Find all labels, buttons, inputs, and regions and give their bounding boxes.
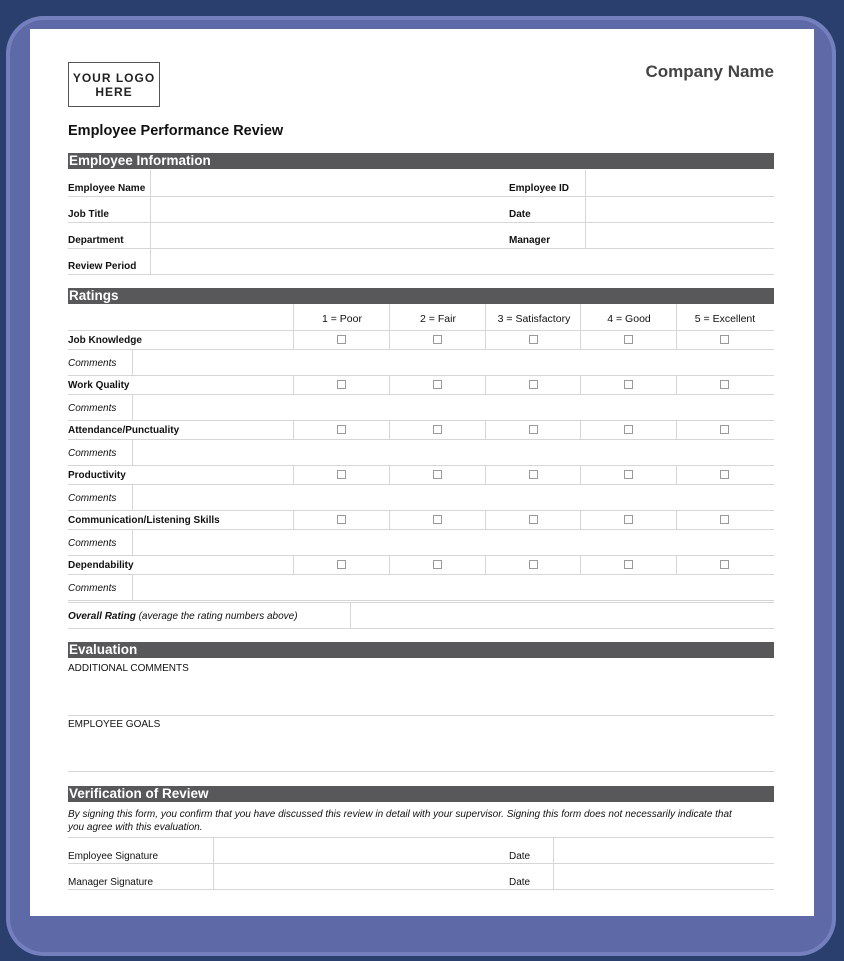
- comments-field[interactable]: [134, 485, 772, 509]
- employee-name-field[interactable]: [152, 172, 507, 195]
- section-header-evaluation: Evaluation: [68, 642, 774, 658]
- employee-signature-label: Employee Signature: [68, 851, 159, 862]
- row-divider: [68, 837, 774, 838]
- comments-label: Comments: [68, 538, 117, 549]
- manager-field[interactable]: [587, 224, 773, 247]
- rating-scale-header: 1 = Poor: [322, 313, 362, 325]
- rating-checkbox-4[interactable]: [624, 425, 633, 434]
- rating-checkbox-2[interactable]: [433, 425, 442, 434]
- review-period-label: Review Period: [68, 261, 137, 272]
- row-divider: [68, 555, 774, 556]
- comments-field[interactable]: [134, 395, 772, 419]
- divider: [585, 170, 586, 249]
- row-divider: [68, 628, 774, 629]
- rating-checkbox-1[interactable]: [337, 380, 346, 389]
- divider: [389, 420, 390, 439]
- logo-placeholder: [68, 62, 160, 107]
- divider: [293, 375, 294, 394]
- divider: [350, 602, 351, 628]
- rating-checkbox-4[interactable]: [624, 380, 633, 389]
- row-divider: [68, 510, 774, 511]
- row-divider: [68, 330, 774, 331]
- overall-rating-note: (average the rating numbers above): [135, 611, 298, 622]
- row-divider: [68, 771, 774, 772]
- rating-category-label: Work Quality: [68, 380, 130, 391]
- manager-signature-date-label: Date: [509, 877, 531, 888]
- divider: [293, 304, 294, 330]
- rating-checkbox-3[interactable]: [529, 425, 538, 434]
- rating-checkbox-3[interactable]: [529, 470, 538, 479]
- row-divider: [68, 196, 774, 197]
- divider: [132, 529, 133, 555]
- rating-checkbox-2[interactable]: [433, 470, 442, 479]
- verification-note: [68, 808, 774, 834]
- rating-checkbox-1[interactable]: [337, 335, 346, 344]
- divider: [580, 420, 581, 439]
- company-name: Company Name: [645, 62, 774, 81]
- divider: [485, 330, 486, 349]
- manager-label: Manager: [509, 235, 551, 246]
- divider: [580, 375, 581, 394]
- divider: [293, 555, 294, 574]
- manager-signature-date-field[interactable]: [555, 865, 773, 888]
- rating-checkbox-3[interactable]: [529, 515, 538, 524]
- divider: [132, 349, 133, 375]
- row-divider: [68, 465, 774, 466]
- comments-field[interactable]: [134, 575, 772, 599]
- divider: [580, 465, 581, 484]
- overall-rating-label: [68, 611, 298, 622]
- rating-checkbox-4[interactable]: [624, 335, 633, 344]
- rating-checkbox-5[interactable]: [720, 515, 729, 524]
- divider: [132, 484, 133, 510]
- row-divider: [68, 715, 774, 716]
- rating-checkbox-1[interactable]: [337, 470, 346, 479]
- rating-category-label: Attendance/Punctuality: [68, 425, 180, 436]
- comments-label: Comments: [68, 583, 117, 594]
- verification-note-line-2: you agree with this evaluation.: [68, 822, 203, 833]
- row-divider: [68, 600, 774, 601]
- rating-checkbox-2[interactable]: [433, 380, 442, 389]
- overall-rating-title: Overall Rating: [68, 611, 136, 622]
- verification-note-line-1: By signing this form, you confirm that you have discussed this review in detail with your supervisor. Signing this form does not necessarily indicate that: [68, 809, 732, 820]
- rating-scale-header: 5 = Excellent: [694, 313, 756, 325]
- rating-checkbox-1[interactable]: [337, 515, 346, 524]
- additional-comments-label: ADDITIONAL COMMENTS: [68, 663, 189, 674]
- divider: [293, 330, 294, 349]
- row-divider: [68, 602, 774, 603]
- section-header-verification: Verification of Review: [68, 786, 774, 802]
- divider: [389, 555, 390, 574]
- divider: [676, 510, 677, 529]
- comments-field[interactable]: [134, 440, 772, 464]
- rating-checkbox-4[interactable]: [624, 515, 633, 524]
- row-divider: [68, 274, 774, 275]
- employee-id-field[interactable]: [587, 172, 773, 195]
- rating-checkbox-5[interactable]: [720, 335, 729, 344]
- date-label: Date: [509, 209, 531, 220]
- divider: [676, 330, 677, 349]
- comments-label: Comments: [68, 493, 117, 504]
- divider: [485, 375, 486, 394]
- row-divider: [68, 863, 774, 864]
- divider: [293, 420, 294, 439]
- row-divider: [68, 222, 774, 223]
- divider: [580, 555, 581, 574]
- rating-checkbox-1[interactable]: [337, 560, 346, 569]
- divider: [389, 510, 390, 529]
- divider: [485, 304, 486, 330]
- employee-id-label: Employee ID: [509, 183, 570, 194]
- divider: [676, 420, 677, 439]
- employee-signature-field[interactable]: [215, 839, 505, 862]
- employee-goals-label: EMPLOYEE GOALS: [68, 719, 161, 730]
- divider: [676, 465, 677, 484]
- review-period-field[interactable]: [152, 250, 772, 273]
- row-divider: [68, 248, 774, 249]
- divider: [293, 465, 294, 484]
- employee-signature-date-field[interactable]: [555, 839, 773, 862]
- rating-checkbox-2[interactable]: [433, 335, 442, 344]
- rating-checkbox-5[interactable]: [720, 380, 729, 389]
- document-title: Employee Performance Review: [68, 123, 284, 139]
- row-divider: [68, 889, 774, 890]
- department-label: Department: [68, 235, 124, 246]
- divider: [132, 439, 133, 465]
- divider: [132, 394, 133, 420]
- rating-checkbox-5[interactable]: [720, 425, 729, 434]
- rating-scale-header: 2 = Fair: [420, 313, 456, 325]
- rating-checkbox-5[interactable]: [720, 560, 729, 569]
- overall-rating-field[interactable]: [352, 604, 772, 627]
- divider: [580, 510, 581, 529]
- rating-checkbox-3[interactable]: [529, 335, 538, 344]
- employee-goals-field[interactable]: [68, 732, 774, 770]
- divider: [485, 465, 486, 484]
- rating-checkbox-2[interactable]: [433, 515, 442, 524]
- comments-label: Comments: [68, 403, 117, 414]
- rating-category-label: Dependability: [68, 560, 134, 571]
- rating-category-label: Productivity: [68, 470, 126, 481]
- job-title-label: Job Title: [68, 209, 109, 220]
- department-field[interactable]: [152, 224, 507, 247]
- comments-label: Comments: [68, 448, 117, 459]
- comments-field[interactable]: [134, 530, 772, 554]
- logo-line-1: YOUR LOGO: [72, 70, 156, 85]
- divider: [132, 574, 133, 600]
- manager-signature-field[interactable]: [215, 865, 505, 888]
- rating-checkbox-1[interactable]: [337, 425, 346, 434]
- comments-field[interactable]: [134, 350, 772, 374]
- job-title-field[interactable]: [152, 198, 507, 221]
- section-header-ratings: Ratings: [68, 288, 774, 304]
- rating-checkbox-3[interactable]: [529, 380, 538, 389]
- rating-checkbox-5[interactable]: [720, 470, 729, 479]
- additional-comments-field[interactable]: [68, 676, 774, 714]
- divider: [389, 304, 390, 330]
- logo-line-2: HERE: [95, 84, 133, 99]
- employee-signature-date-label: Date: [509, 851, 531, 862]
- divider: [676, 304, 677, 330]
- divider: [580, 330, 581, 349]
- date-field[interactable]: [587, 198, 773, 221]
- divider: [389, 375, 390, 394]
- form-page: [30, 29, 814, 916]
- rating-checkbox-4[interactable]: [624, 560, 633, 569]
- section-header-employee-information: Employee Information: [68, 153, 774, 169]
- divider: [485, 510, 486, 529]
- employee-name-label: Employee Name: [68, 183, 146, 194]
- comments-label: Comments: [68, 358, 117, 369]
- row-divider: [68, 375, 774, 376]
- divider: [580, 304, 581, 330]
- rating-category-label: Communication/Listening Skills: [68, 515, 220, 526]
- divider: [389, 330, 390, 349]
- row-divider: [68, 420, 774, 421]
- divider: [485, 555, 486, 574]
- divider: [676, 555, 677, 574]
- manager-signature-label: Manager Signature: [68, 877, 154, 888]
- rating-checkbox-4[interactable]: [624, 470, 633, 479]
- rating-category-label: Job Knowledge: [68, 335, 142, 346]
- divider: [389, 465, 390, 484]
- divider: [676, 375, 677, 394]
- rating-checkbox-3[interactable]: [529, 560, 538, 569]
- divider: [293, 510, 294, 529]
- rating-scale-header: 3 = Satisfactory: [497, 313, 571, 325]
- rating-checkbox-2[interactable]: [433, 560, 442, 569]
- rating-scale-header: 4 = Good: [607, 313, 651, 325]
- divider: [485, 420, 486, 439]
